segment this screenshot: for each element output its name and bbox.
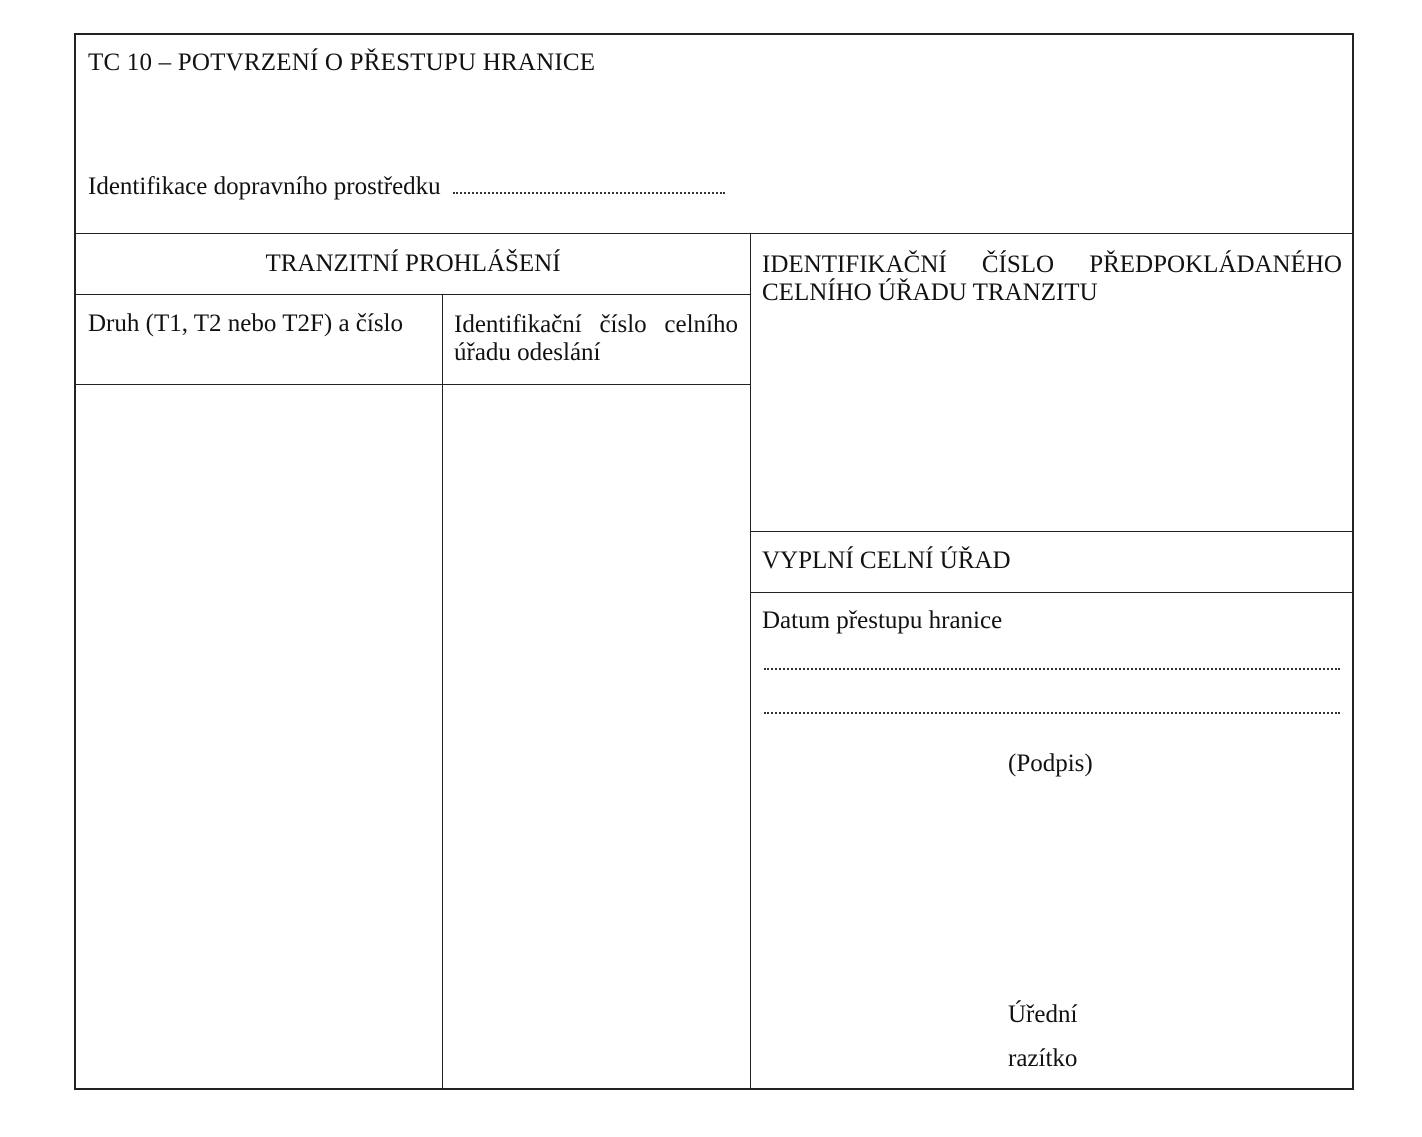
form-title: TC 10 – POTVRZENÍ O PŘESTUPU HRANICE — [88, 49, 596, 76]
transit-office-id-field[interactable] — [752, 310, 1352, 530]
official-stamp-label-line1: Úřední — [1008, 1001, 1078, 1028]
vehicle-identification-row — [88, 173, 725, 201]
divider-transit-header — [76, 294, 750, 295]
divider-left-columns — [442, 294, 443, 1090]
transit-office-id-header-line1: IDENTIFIKAČNÍ ČÍSLO PŘEDPOKLÁDANÉHO — [762, 251, 1342, 278]
tc10-form — [74, 33, 1354, 1090]
departure-office-header-line2: úřadu odeslání — [454, 339, 601, 366]
transit-declaration-header: TRANZITNÍ PROHLÁŠENÍ — [265, 250, 561, 277]
declaration-type-number-header: Druh (T1, T2 nebo T2F) a číslo — [88, 310, 404, 337]
divider-column-headers — [76, 384, 750, 385]
divider-customs-top — [750, 531, 1352, 532]
official-stamp-label-line2: razítko — [1008, 1045, 1078, 1072]
border-crossing-date-label: Datum přestupu hranice — [762, 607, 1003, 634]
vehicle-identification-field[interactable] — [453, 192, 725, 194]
border-crossing-date-field-line1[interactable] — [764, 668, 1340, 670]
transit-office-id-header-line2: CELNÍHO ÚŘADU TRANZITU — [762, 279, 1098, 306]
divider-customs-header — [750, 592, 1352, 593]
signature-field[interactable] — [752, 725, 1352, 985]
customs-office-header: VYPLNÍ CELNÍ ÚŘAD — [762, 547, 1011, 574]
divider-top — [76, 233, 1352, 234]
departure-office-field[interactable] — [444, 386, 750, 1090]
vehicle-identification-label: Identifikace dopravního prostředku — [88, 173, 441, 200]
departure-office-header-line1: Identifikační číslo celního — [454, 311, 738, 338]
divider-center — [750, 233, 751, 1090]
border-crossing-date-field-line2[interactable] — [764, 712, 1340, 714]
signature-label: (Podpis) — [1008, 750, 1093, 777]
declaration-type-number-field[interactable] — [76, 386, 442, 1090]
